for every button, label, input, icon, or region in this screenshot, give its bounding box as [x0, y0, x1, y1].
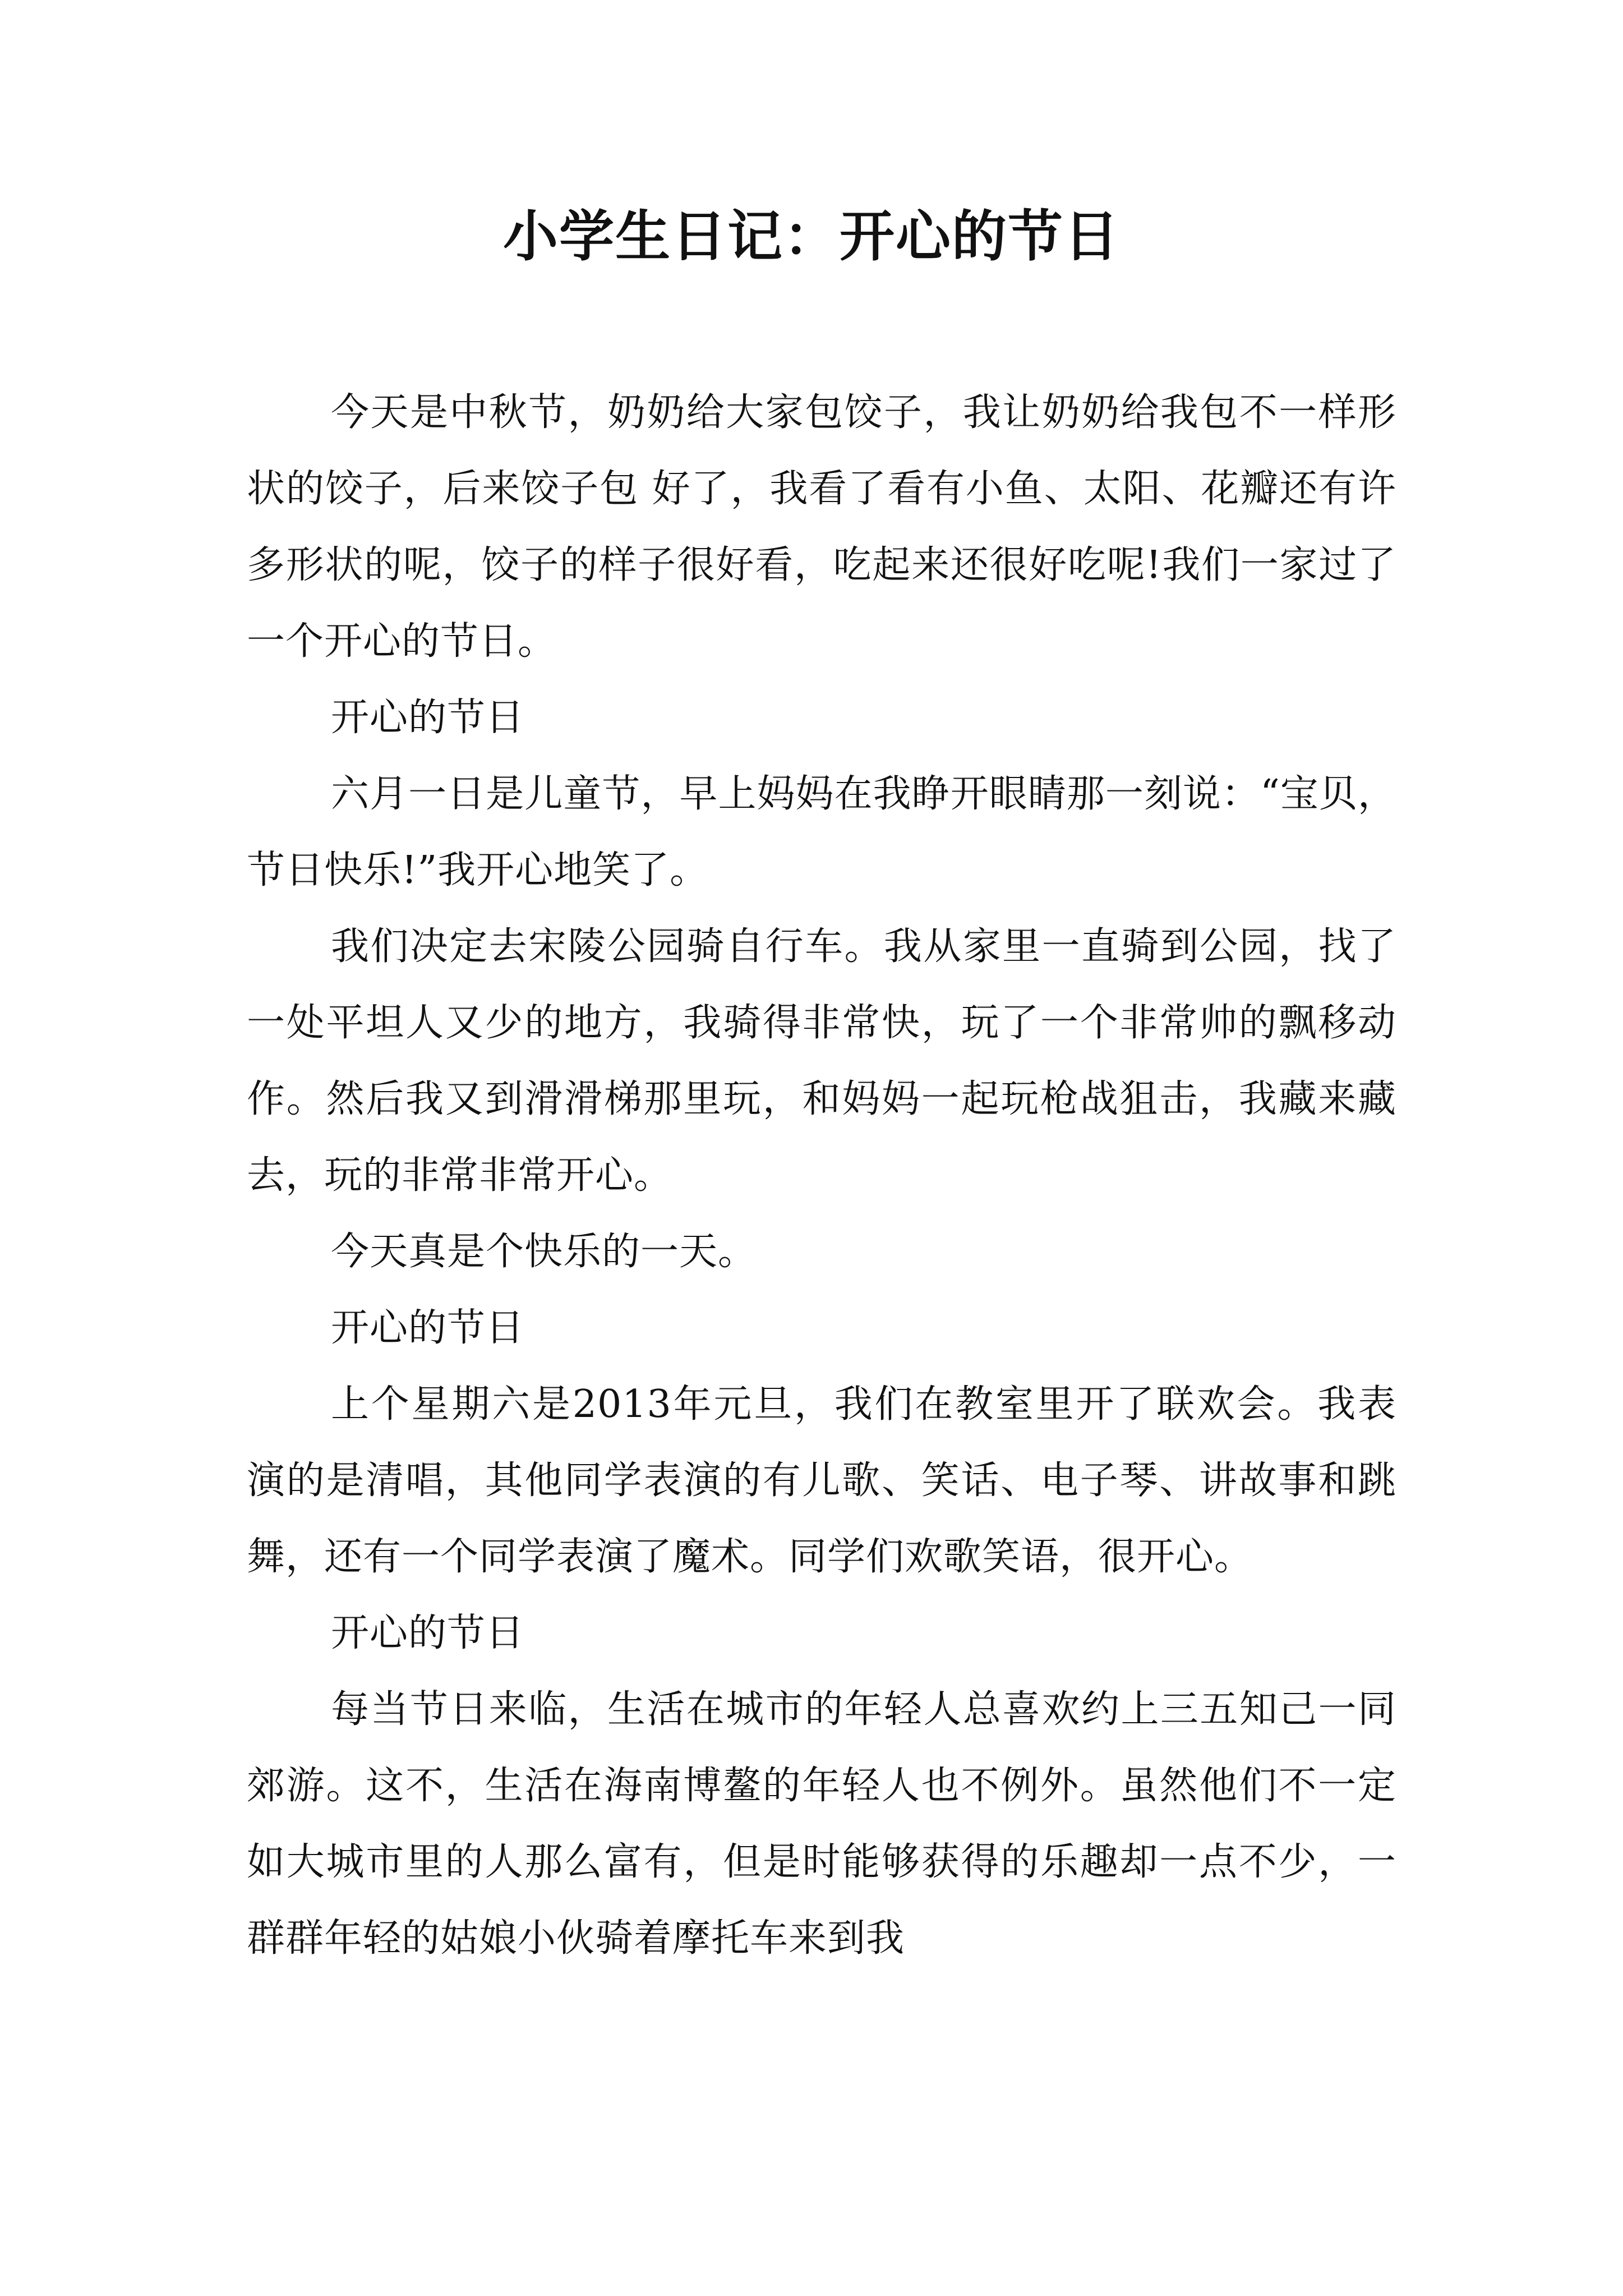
paragraph-new-year: 上个星期六是2013年元旦，我们在教室里开了联欢会。我表演的是清唱，其他同学表演的有儿歌、笑话、电子琴、讲故事和跳舞，还有一个同学表演了魔术。同学们欢歌笑语，很开心。 — [247, 1382, 1396, 1579]
paragraph-mid-autumn: 今天是中秋节，奶奶给大家包饺子，我让奶奶给我包不一样形状的饺子，后来饺子包 好了，我看了看有小鱼、太阳、花瓣还有许多形状的呢，饺子的样子很好看，吃起来还很好吃呢!我们一家过了一个开心的节日。 — [247, 390, 1396, 664]
paragraph-childrens-day: 六月一日是儿童节，早上妈妈在我睁开眼睛那一刻说：“宝贝，节日快乐!”我开心地笑了。 — [247, 772, 1396, 892]
section-heading: 开心的节日 — [331, 696, 525, 740]
section-heading: 开心的节日 — [331, 1306, 525, 1350]
paragraph-holiday-outing: 每当节日来临，生活在城市的年轻人总喜欢约上三五知己一同郊游。这不，生活在海南博鳌的年轻人也不例外。虽然他们不一定如大城市里的人那么富有，但是时能够获得的乐趣却一点不少，一群群年轻的姑娘小伙骑着摩托车来到我 — [247, 1687, 1396, 1961]
section-heading: 开心的节日 — [331, 1611, 525, 1655]
paragraph-happy-day: 今天真是个快乐的一天。 — [331, 1230, 757, 1274]
page-title: 小学生日记：开心的节日 — [502, 205, 1120, 269]
document-body — [247, 375, 1396, 1977]
paragraph-park: 我们决定去宋陵公园骑自行车。我从家里一直骑到公园，找了一处平坦人又少的地方，我骑得非常快，玩了一个非常帅的飘移动作。然后我又到滑滑梯那里玩，和妈妈一起玩枪战狙击，我藏来藏去，玩的非常非常开心。 — [247, 924, 1396, 1198]
